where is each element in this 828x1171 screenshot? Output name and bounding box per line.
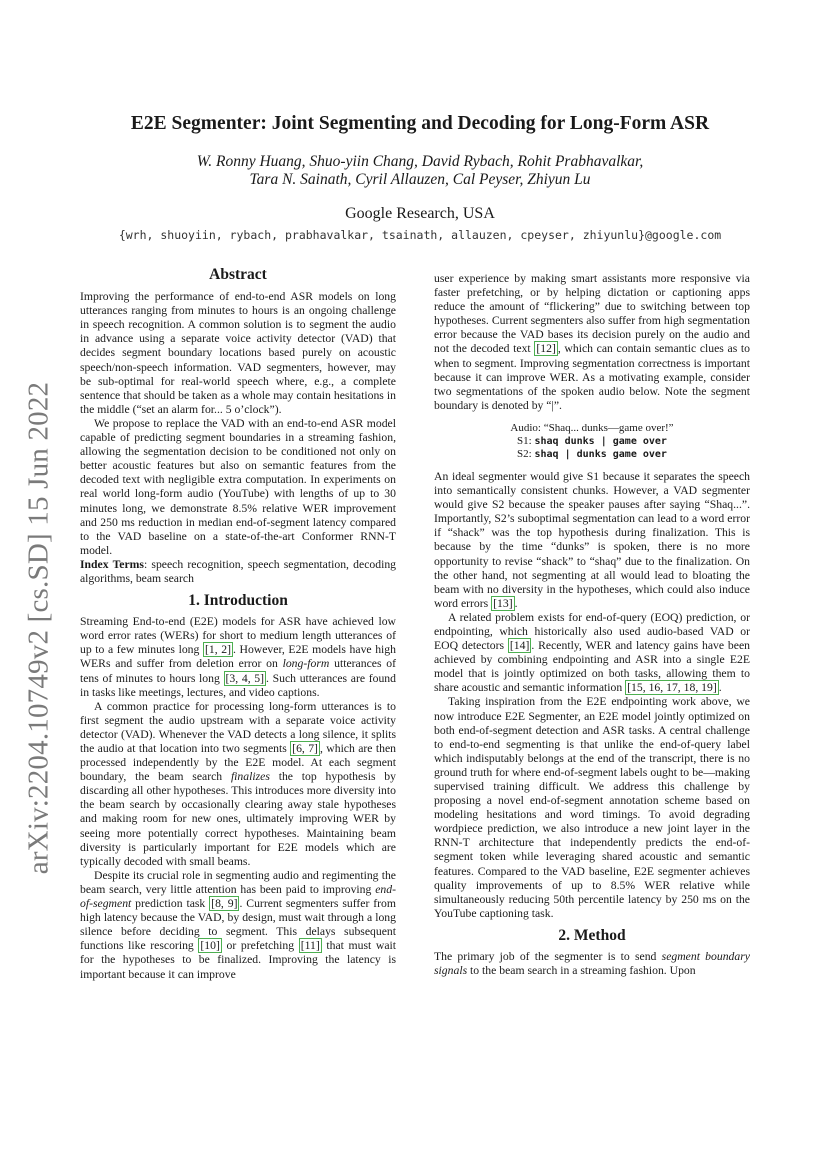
abstract-paragraph: We propose to replace the VAD with an end-to-end ASR model capable of predicting segment boundaries in a streaming fashion, allowing the segmentation decision to be conditioned not only on better acoustic features but also on semantic features from the decoded text with negligible extra computation. In experiments on real world long-form audio (YouTube) with lengths of up to 30 minutes long, we demonstrate 8.5% relative WER improvement and 250 ms reduction in median end-of-segment latency compared to the VAD baseline on a state-of-the-art Conformer RNN-T model. xyxy=(80,416,396,557)
author-line: Tara N. Sainath, Cyril Allauzen, Cal Peyser, Zhiyun Lu xyxy=(249,171,591,188)
author-emails: {wrh, shuoyiin, rybach, prabhavalkar, tsainath, allauzen, cpeyser, zhiyunlu}@google.com xyxy=(118,228,722,242)
index-terms-label: Index Terms xyxy=(80,557,144,571)
intro-paragraph: Taking inspiration from the E2E endpointing work above, we now introduce E2E Segmenter, an E2E model jointly optimized on both end-of-segment detection and ASR tasks. A central challenge to end-to-end segmenting is that unlike the end-of-query label which indisputably belongs at the end of the transcript, there is no ground truth for where end-of-segment labels ought to be—making supervised training difficult. We address this challenge by proposing a novel end-of-segment annotation scheme based on modeling hesitations and word timings. To avoid degrading wordpiece prediction, we also introduce a new joint layer in the RNN-T architecture that independently predicts the end-of-segment token while leveraging shared acoustic and semantic features. Compared to the VAD baseline, E2E segmenter achieves quality improvements of up to 8.5% WER relative while simultaneously reducing 50th percentile latency by 250 ms on the YouTube captioning task. xyxy=(434,695,750,920)
citation-link[interactable]: [15, 16, 17, 18, 19] xyxy=(627,681,717,695)
index-terms: Index Terms: speech recognition, speech segmentation, decoding algorithms, beam search xyxy=(80,557,397,585)
citation-link[interactable]: [13] xyxy=(493,596,513,610)
example-s1-label: S1: xyxy=(517,434,535,447)
method-paragraph: The primary job of the segmenter is to send segment boundary signals to the beam search in a streaming fashion. Upon xyxy=(434,950,750,978)
author-list xyxy=(110,153,730,189)
citation-link[interactable]: [1, 2] xyxy=(204,643,231,657)
intro-paragraph: A common practice for processing long-form utterances is to first segment the audio upstream with a separate voice activity detector (VAD). Whenever the VAD detects a long silence, it splits the audio at that location into two segments [6, 7] , which are then processed independently by the E2E model. At each segment boundary, the beam search finalizes the top hypothesis by discarding all other hypotheses. This introduces more diversity into the beam search by occasionally clearing away stale hypotheses and making room for new ones, ultimately improving WER by seeing more potentially correct hypotheses. Maintaining beam diversity is particularly important for E2E models which are typically decoded with small beams. xyxy=(80,699,397,868)
section-heading-method: 2. Method xyxy=(558,926,626,944)
citation-link[interactable]: [6, 7] xyxy=(292,742,318,755)
intro-paragraph: Streaming End-to-end (E2E) models for ASR have achieved low word error rates (WERs) for short to medium length utterances of up to a few minutes long [1, 2] . However, E2E models have high WERs and suffer from deletion error on long-form utterances of tens of minutes to hours long [3, 4, 5] . Such utterances are found in tasks like meetings, lectures, and video captions. xyxy=(80,615,396,699)
author-line: W. Ronny Huang, Shuo-yiin Chang, David Rybach, Rohit Prabhavalkar, xyxy=(196,153,644,170)
citation-link[interactable]: [11] xyxy=(300,939,320,953)
section-heading-introduction: 1. Introduction xyxy=(188,592,288,610)
affiliation: Google Research, USA xyxy=(345,205,495,222)
citation-link[interactable]: [8, 9] xyxy=(211,897,238,911)
citation-link[interactable]: [12] xyxy=(536,342,556,356)
intro-paragraph: An ideal segmenter would give S1 because it separates the speech into semantically consistent chunks. However, a VAD segmenter would give S2 because the speaker pauses after saying “Shaq...”. Importantly, S2’s suboptimal segmentation can lead to a word error if “shack” was the top hypothesis during finalization. This is because by the time “dunks” is spoken, there is no more opportunity to revise “shack” to “shaq” due to the finalization. On the other hand, not segmenting at all would lead to bloating the beam with no diversity in the hypotheses, which could also induce word errors [13] . xyxy=(434,469,750,610)
intro-paragraph: user experience by making smart assistants more responsive via faster prefetching, or by helping dictation or captioning apps reduce the amount of “flickering” due to switching between top hypotheses. Current segmenters also suffer from high segmentation error because the VAD bases its decision purely on the audio and not the decoded text [12] , which can contain semantic clues as to when to segment. Improving segmentation correctness is important because it can improve WER. As a motivating example, consider two segmentations of the spoken audio below. Note the segment boundary is denoted by “|”. xyxy=(434,272,751,412)
arxiv-watermark xyxy=(14,368,64,888)
example-s2-text: shaq | dunks game over xyxy=(534,448,667,460)
example-s2-label: S2: xyxy=(517,447,535,460)
paper-title: E2E Segmenter: Joint Segmenting and Decoding for Long-Form ASR xyxy=(130,113,710,134)
arxiv-id: arXiv:2204.10749v2 [cs.SD] 15 Jun 2022 xyxy=(22,381,55,875)
example-s1-text: shaq dunks | game over xyxy=(534,435,667,447)
citation-link[interactable]: [10] xyxy=(200,939,220,953)
abstract-heading: Abstract xyxy=(209,266,267,283)
segmentation-example xyxy=(434,422,750,461)
left-column xyxy=(80,268,396,982)
citation-link[interactable]: [3, 4, 5] xyxy=(225,671,265,685)
citation-link[interactable]: [14] xyxy=(509,639,530,653)
example-audio: Audio: “Shaq... dunks—game over!” xyxy=(510,421,674,434)
intro-paragraph: Despite its crucial role in segmenting audio and regimenting the beam search, very little attention has been paid to improving end-of-segment prediction task [8, 9] . Current segmenters suffer from high latency because the VAD, by design, must wait through a long silence before deciding to segment. This delays subsequent functions like rescoring [10] or prefetching [11] that must wait for the hypotheses to be finalized. Improving the latency is important because it can improve xyxy=(80,868,396,981)
abstract-paragraph: Improving the performance of end-to-end ASR models on long utterances ranging from minutes to hours is an ongoing challenge in speech recognition. A common solution is to segment the audio in advance using a separate voice activity detector (VAD) that decides segment boundary locations based purely on acoustic speech/non-speech information. VAD segmenters, however, may be sub-optimal for real-world speech where, e.g., a complete sentence that should be taken as a whole may contain hesitations in the middle (“set an alarm for... 5 o’clock”). xyxy=(80,290,396,416)
right-column xyxy=(434,272,750,978)
intro-paragraph: A related problem exists for end-of-query (EOQ) prediction, or endpointing, which historically also used audio-based VAD or EOQ detectors [14] . Recently, WER and latency gains have been achieved by combining endpointing and ASR into a single E2E model that is jointly optimized on both tasks, allowing them to share acoustic and semantic information [15, 16, 17, 18, 19] . xyxy=(434,610,750,695)
